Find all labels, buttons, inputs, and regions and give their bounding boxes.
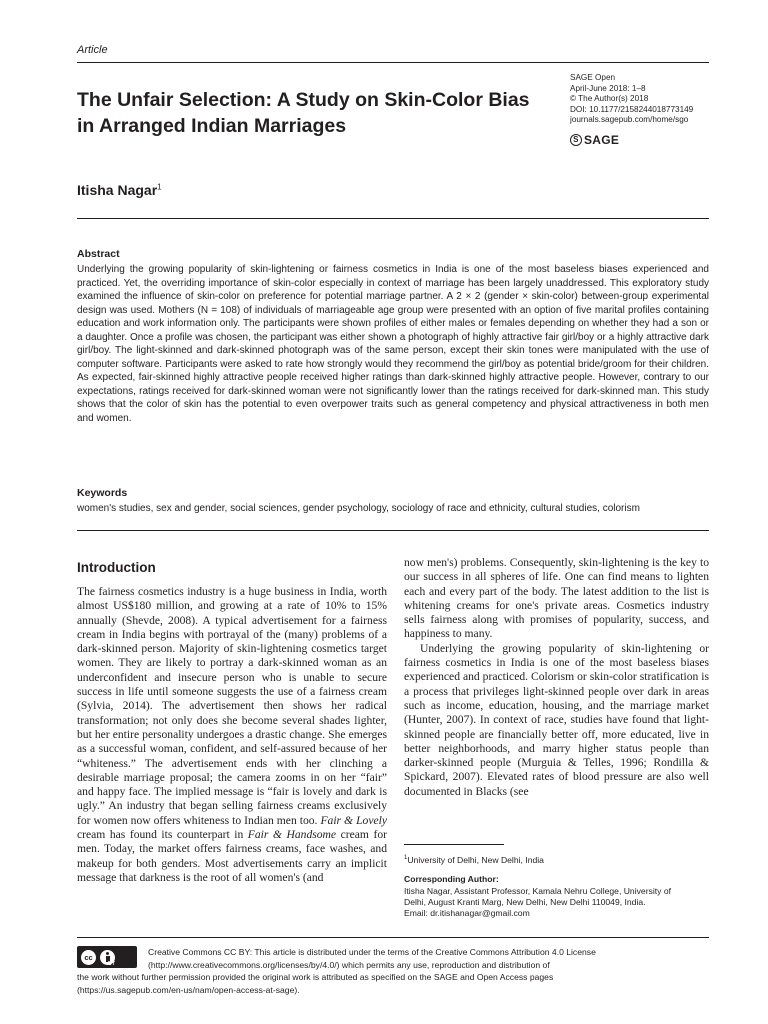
intro-paragraph-1 bbox=[77, 585, 387, 885]
journal-name: SAGE Open bbox=[570, 73, 616, 82]
intro-text-2: cream has found its counterpart in bbox=[77, 828, 248, 842]
license-rule bbox=[77, 937, 709, 938]
journal-url[interactable]: journals.sagepub.com/home/sgo bbox=[570, 115, 689, 124]
keywords-rule bbox=[77, 530, 709, 531]
license-text bbox=[148, 946, 718, 971]
introduction-heading: Introduction bbox=[77, 560, 156, 575]
journal-doi[interactable]: DOI: 10.1177/2158244018773149 bbox=[570, 104, 694, 114]
product-name-1: Fair & Lovely bbox=[320, 813, 387, 827]
corresponding-author-details bbox=[404, 886, 704, 920]
abstract-heading: Abstract bbox=[77, 248, 120, 260]
footnote-rule bbox=[404, 844, 504, 845]
intro-paragraph-2: Underlying the growing popularity of skin-lightening or fairness cosmetics in India is one of the most baseless biases experienced and practiced. Colorism or skin-color stratification is a process that privileges light-skinned people over dark in areas such as income, education, housing, and the marriage market (Hunter, 2007). In context of race, studies have found that light-skinned people are financially better off, more educated, live in better neighborhoods, and marry higher status people than darker-skinned people (Murguia & Telles, 1996; Rondilla & Spickard, 2007). Elevated rates of blood pressure are also well documented in Blacks (see bbox=[404, 641, 709, 798]
journal-copyright: © The Author(s) 2018 bbox=[570, 94, 649, 103]
introduction-left-column bbox=[77, 585, 387, 885]
sage-mark-icon: S bbox=[570, 134, 582, 146]
paper-title: The Unfair Selection: A Study on Skin-Color Bias in Arranged Indian Marriages bbox=[77, 89, 530, 137]
author-name bbox=[77, 182, 162, 198]
product-name-2: Fair & Handsome bbox=[247, 828, 337, 842]
license-line: the work without further permission provided the original work is attributed as specified on the SAGE and Open Access pages bbox=[77, 972, 554, 982]
corresponding-line: Delhi, August Kranti Marg, New Delhi, New Delhi 110049, India. bbox=[404, 897, 646, 908]
license-line: (https://us.sagepub.com/en-us/nam/open-access-at-sage). bbox=[77, 984, 300, 995]
corresponding-line: Itisha Nagar, Assistant Professor, Kamala Nehru College, University of bbox=[404, 886, 672, 896]
introduction-right-column bbox=[404, 556, 709, 799]
corresponding-author-heading: Corresponding Author: bbox=[404, 874, 499, 884]
abstract-text: Underlying the growing popularity of skin-lightening or fairness cosmetics in India is one of the most baseless biases experienced and practiced. Yet, the overriding importance of skin-color especially in context of marriage has been largely unaddressed. This exploratory study examined the influence of skin-color on preference for potential marriage partner. A 2 × 2 (gender × skin-color) between-group experimental design was used. Mothers (N = 108) of individuals of marriageable age group were presented with an option of five marital profiles containing education and work information only. The participants were shown profiles of either males or females depending on whether they had a son or a daughter. Once a profile was chosen, the participant was either shown a photograph of highly attractive fair girl/boy or a highly attractive dark girl/boy. The light-skinned and dark-skinned photograph was of the same person, except their skin tones were manipulated with the use of computer software. Participants were asked to rate how strongly would they recommend the girl/boy as potential bride/groom for their children. As expected, fair-skinned highly attractive people received higher ratings than dark-skinned highly attractive people. However, contrary to our expectations, ratings received for dark-skinned woman were not significantly lower than the ratings received for dark-skinned man. This study shows that the color of skin has the potential to even overpower traits such as general competency and physical attractiveness in both men and women. bbox=[77, 264, 709, 425]
license-text-continued bbox=[77, 971, 717, 996]
license-line: (http://www.creativecommons.org/licenses/by/4.0/) which permits any use, reproduction and distribution of bbox=[148, 959, 550, 970]
author-affiliation-mark: 1 bbox=[157, 182, 162, 192]
journal-issue: April-June 2018: 1–8 bbox=[570, 83, 646, 93]
sage-logo-text: SAGE bbox=[584, 133, 620, 147]
article-type-label: Article bbox=[77, 44, 108, 56]
abstract-rule bbox=[77, 218, 709, 219]
journal-info bbox=[570, 73, 730, 126]
intro-text-1: The fairness cosmetics industry is a huge business in India, worth almost US$180 million, and growing at a rate of 10% to 15% annually (Shevde, 2008). A typical advertisement for a fairness cream in India begins with portrayal of the (many) problems of a dark-skinned person. Majority of skin-lightening cosmetics target women. They are likely to portray a dark-skinned woman as an underconfident and insecure person who is unable to secure success in life until someone suggests the use of a fairness cream (Sylvia, 2014). The advertisement then shows her radical transformation; not only does she become several shades lighter, but her entire personality undergoes a drastic change. She emerges as a successful woman, confident, and self-assured because of her “whiteness.” The advertisement ends with her clinching a desirable marriage proposal; the camera zooms in on her “fair” and happy face. The implied message is “fair is lovely and dark is ugly.” An industry that began selling fairness creams exclusively for women now offers whiteness to Indian men too. bbox=[77, 585, 387, 827]
by-label: BY bbox=[108, 961, 115, 967]
keywords-text: women's studies, sex and gender, social sciences, gender psychology, sociology of race and ethnicity, cultural studies, colorism bbox=[77, 503, 640, 514]
intro-paragraph-continued: now men's) problems. Consequently, skin-lightening is the key to our success in all spheres of life. One can find means to lighten each and every part of the body. The latest addition to the list is whitening creams for one's private areas. Cosmetics industry sells fairness along with promises of popularity, success, and happiness to many. bbox=[404, 556, 709, 641]
license-line: Creative Commons CC BY: This article is distributed under the terms of the Creative Commons Attribution 4.0 License bbox=[148, 947, 596, 957]
cc-by-badge[interactable] bbox=[77, 946, 137, 968]
header-rule bbox=[77, 62, 709, 63]
creative-commons-icon: cc bbox=[81, 950, 96, 965]
author-name-text: Itisha Nagar bbox=[77, 182, 158, 198]
corresponding-email[interactable]: Email: dr.itishanagar@gmail.com bbox=[404, 908, 530, 919]
footnote-affiliation: University of Delhi, New Delhi, India bbox=[407, 854, 544, 865]
affiliation-footnote bbox=[404, 853, 709, 866]
footnote-mark: 1 bbox=[404, 855, 408, 861]
intro-text-3: cream for men. Today, the market offers fairness creams, face washes, and makeup for both genders. Most advertisements carry an implicit message that darkness is the root of all women's (and bbox=[77, 828, 387, 884]
sage-logo bbox=[570, 133, 619, 147]
keywords-heading: Keywords bbox=[77, 487, 128, 499]
